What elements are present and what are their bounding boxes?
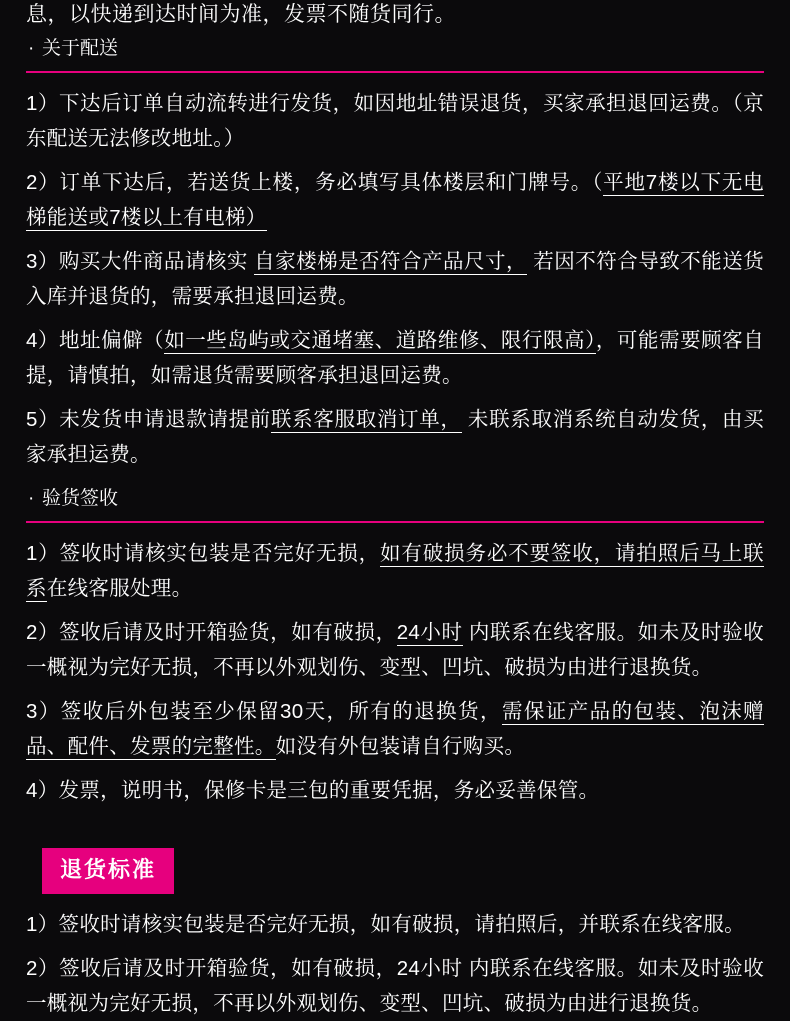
item-text: 下达后订单自动流转进行发货，如因地址错误退货，买家承担退回运费。（京东配送无法修改地址。） (26, 92, 764, 150)
item-text-underlined: 联系客服取消订单， (271, 408, 462, 431)
inspection-list (26, 536, 764, 808)
item-number: 1） (26, 542, 60, 565)
section-heading-shipping (26, 36, 764, 73)
list-item (26, 536, 764, 606)
item-text: ，可能需要顾客自提，请慎拍，如需退货需要顾客承担退回运费。 (26, 329, 764, 387)
item-text-underlined: 自家楼梯是否符合产品尺寸， (254, 250, 528, 273)
bullet-dot-icon: · (28, 38, 35, 59)
item-number: 1） (26, 913, 59, 936)
item-text: 未联系取消系统自动发货，由买家承担运费。 (26, 408, 764, 466)
item-number: 2） (26, 171, 60, 194)
item-text: 签收时请核实包装是否完好无损， (59, 542, 381, 565)
return-standard-list (26, 907, 764, 1015)
shipping-list (26, 86, 764, 472)
item-text: 发票，说明书，保修卡是三包的重要凭据，务必妥善保管。 (58, 779, 600, 802)
list-item (26, 951, 764, 1021)
item-text: 未发货申请退款请提前 (59, 408, 271, 431)
item-text: 签收后请及时开箱验货，如有破损，24小时 内联系在线客服。如未及时验收一概视为完好无损，不再以外观划伤、变型、凹坑、破损为由进行退换货。 (26, 957, 764, 1015)
item-text: 签收后请及时开箱验货，如有破损， (59, 621, 397, 644)
item-text: 订单下达后，若送货上楼，务必填写具体楼层和门牌号。（ (59, 171, 604, 194)
item-number: 2） (26, 621, 60, 644)
return-standard-badge-wrap (26, 808, 764, 894)
list-item (26, 615, 764, 685)
list-item (26, 86, 764, 156)
item-text: 地址偏僻（ (59, 329, 165, 352)
item-text: 在线客服处理。 (46, 577, 193, 600)
item-text: 签收后外包装至少保留30天，所有的退换货， (60, 700, 502, 723)
section-title-text: 关于配送 (42, 38, 119, 59)
item-text-underlined: 如有破损务必不要签收，请拍照后马上联系 (26, 542, 764, 600)
item-number: 4） (26, 329, 59, 352)
item-text-underlined: 平地7楼以下无电梯能送或7楼以上有电梯） (26, 171, 764, 229)
item-number: 3） (26, 250, 59, 273)
item-text: 若因不符合导致不能送货入库并退货的，需要承担退回运费。 (26, 250, 765, 308)
list-item (26, 694, 764, 764)
section-title-text: 验货签收 (42, 488, 119, 509)
list-item (26, 244, 764, 314)
return-standard-badge: 退货标准 (42, 848, 174, 894)
item-text: 如没有外包装请自行购买。 (275, 735, 526, 758)
list-item (26, 773, 764, 808)
section-shipping (26, 36, 764, 472)
list-item (26, 165, 764, 235)
item-text-underlined: 如一些岛屿或交通堵塞、道路维修、限行限高） (164, 329, 596, 352)
item-number: 1） (26, 92, 59, 115)
list-item (26, 907, 764, 942)
list-item (26, 402, 764, 472)
item-text: 签收时请核实包装是否完好无损，如有破损，请拍照后，并联系在线客服。 (58, 913, 745, 936)
item-text-underlined: 24小时 (396, 621, 463, 644)
top-truncated-text: 息，以快递到达时间为准，发票不随货同行。 (26, 3, 456, 26)
section-heading-inspection (26, 486, 764, 523)
item-number: 3） (26, 700, 61, 723)
section-inspection (26, 486, 764, 808)
item-number: 2） (26, 957, 60, 980)
item-text: 内联系在线客服。如未及时验收一概视为完好无损，不再以外观划伤、变型、凹坑、破损为由进行退换货。 (26, 621, 764, 679)
bullet-dot-icon: · (28, 488, 35, 509)
item-number: 5） (26, 408, 60, 431)
item-text-underlined: 需保证产品的包装、泡沫赠品、配件、发票的完整性。 (26, 700, 764, 758)
item-text: 购买大件商品请核实 (58, 250, 255, 273)
list-item (26, 323, 764, 393)
item-number: 4） (26, 779, 59, 802)
